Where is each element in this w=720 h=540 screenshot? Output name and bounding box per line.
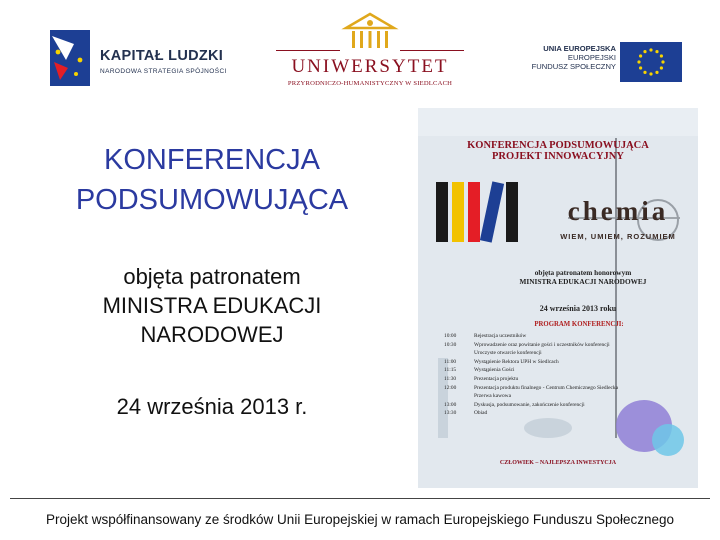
- poster-program-time: 10:00: [444, 333, 457, 339]
- poster-note-block: [448, 438, 668, 458]
- poster-program-row: [444, 392, 694, 401]
- university-rule-left: [276, 50, 340, 51]
- poster-heading-line1: KONFERENCJA PODSUMOWUJĄCA: [467, 140, 649, 151]
- university-name: UNIWERSYTET: [291, 56, 449, 77]
- poster-patron2: MINISTRA EDUKACJI NARODOWEJ: [519, 277, 647, 286]
- poster-logo-strip: [418, 108, 698, 136]
- poster-date: 24 września 2013 roku: [539, 304, 617, 313]
- poster-program-text: Wprowadzenie oraz powitanie gości i uczestników konferencji: [474, 341, 610, 348]
- eu-flag-icon: [620, 42, 682, 82]
- poster-program-time: 11:00: [444, 358, 457, 365]
- footer-divider: [10, 498, 710, 499]
- poster-program-row: [444, 332, 694, 341]
- poster-heading: [418, 140, 698, 162]
- poster-program-time: 12:00: [444, 384, 457, 391]
- poster-program-row: [444, 349, 694, 358]
- poster-program-text: Uroczyste otwarcie konferencji: [474, 350, 542, 357]
- footer-text: Projekt współfinansowany ze środków Unii Europejskiej w ramach Europejskiego Funduszu Społecznego: [45, 512, 675, 527]
- poster-motto: CZŁOWIEK – NAJLEPSZA INWESTYCJA: [499, 460, 617, 466]
- kapital-ludzki-flag-icon: [46, 30, 90, 86]
- poster-heading-line2: PROJEKT INNOWACYJNY: [492, 151, 624, 162]
- university-rule-right: [400, 50, 464, 51]
- patron-line3: NARODOWEJ: [140, 322, 284, 347]
- poster-program-list: [444, 332, 694, 418]
- conference-poster: [418, 108, 698, 488]
- poster-footer-strip: [448, 472, 668, 482]
- poster-program-row: [444, 375, 694, 384]
- university-logo: [272, 12, 468, 92]
- poster-program-time: [444, 349, 474, 358]
- poster-program-time: 10:30: [444, 341, 457, 348]
- eu-text: [516, 44, 616, 71]
- patron-line2: MINISTRA EDUKACJI: [102, 293, 322, 318]
- patronage-text: [40, 262, 384, 349]
- poster-program-text: Dyskusja, podsumowanie, zakończenie konferencji: [474, 401, 585, 408]
- eu-line1: UNIA EUROPEJSKA: [543, 44, 616, 53]
- title-line1: KONFERENCJA: [104, 144, 320, 176]
- eu-logo: [516, 38, 686, 84]
- university-building-icon: [340, 12, 400, 52]
- poster-program-text: Wystąpienia Gości: [474, 367, 515, 374]
- poster-program-text: Prezentacja projektu: [474, 375, 519, 382]
- poster-program-text: Prezentacja produktu finalnego - Centrum Chemicznego Siedlecka: [474, 384, 618, 391]
- poster-brand: chemia: [567, 196, 669, 226]
- poster-brand-sub: WIEM, UMIEM, ROZUMIEM: [560, 232, 676, 241]
- patron-line1: objęta patronatem: [123, 264, 301, 289]
- poster-program-text: Wystąpienie Rektora UPH w Siedlcach: [474, 358, 559, 365]
- eu-line2: EUROPEJSKI: [567, 53, 616, 62]
- kapital-ludzki-title: KAPITAŁ LUDZKI: [100, 48, 224, 64]
- kapital-ludzki-subtitle: NARODOWA STRATEGIA SPÓJNOŚCI: [100, 68, 227, 75]
- poster-program-title: PROGRAM KONFERENCJI:: [534, 321, 624, 328]
- poster-program-row: [444, 341, 694, 350]
- eu-line3: FUNDUSZ SPOŁECZNY: [531, 62, 616, 71]
- poster-program-time: [444, 392, 474, 401]
- conference-date: 24 września 2013 r.: [116, 394, 308, 419]
- poster-program-time: 11:15: [444, 367, 457, 374]
- poster-program-row: [444, 384, 694, 393]
- conference-title: [40, 140, 384, 220]
- poster-program-time: 13:30: [444, 410, 457, 417]
- poster-program-text: Przerwa kawowa: [474, 393, 511, 400]
- poster-program-time: 11:30: [444, 375, 457, 382]
- poster-program-text: Obiad: [474, 410, 488, 417]
- poster-colored-bars-icon: [434, 178, 544, 246]
- poster-lab-background: [418, 108, 698, 488]
- poster-program-row: [444, 409, 694, 418]
- title-line2: PODSUMOWUJĄCA: [75, 184, 349, 216]
- poster-program-text: Rejestracja uczestników: [474, 333, 527, 339]
- poster-patronage: [468, 268, 698, 286]
- university-subtitle: PRZYRODNICZO-HUMANISTYCZNY W SIEDLCACH: [287, 80, 453, 87]
- poster-program-row: [444, 401, 694, 410]
- poster-program-row: [444, 366, 694, 375]
- poster-program-row: [444, 358, 694, 367]
- kapital-ludzki-logo: [46, 28, 246, 90]
- poster-patron1: objęta patronatem honorowym: [534, 268, 632, 277]
- poster-program-time: 13:00: [444, 401, 457, 408]
